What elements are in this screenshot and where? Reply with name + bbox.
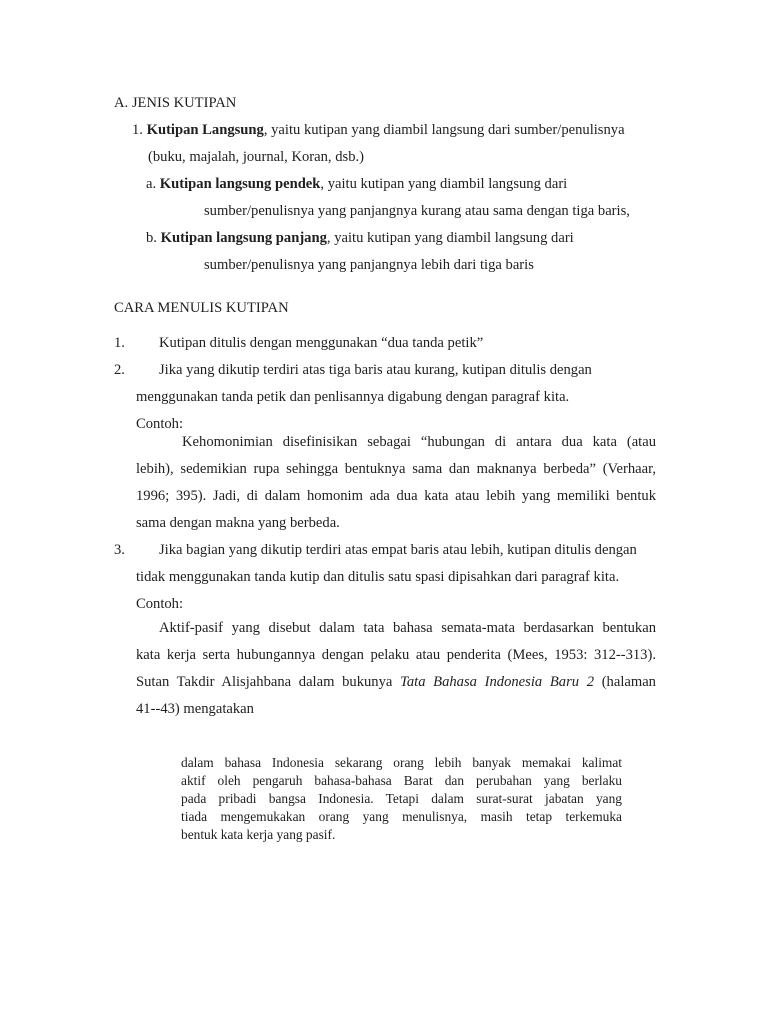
book-title: Tata Bahasa Indonesia Baru 2 — [400, 674, 595, 690]
definition-continuation: (buku, majalah, journal, Koran, dsb.) — [148, 149, 365, 165]
example-line: sama dengan makna yang berbeda. — [136, 515, 340, 531]
definition-text: , yaitu kutipan yang diambil langsung dari — [320, 176, 568, 192]
sub-item-panjang — [146, 229, 574, 247]
contoh-label: Contoh: — [136, 416, 184, 432]
sub-marker: b. — [146, 230, 157, 246]
term-kutipan-pendek: Kutipan langsung pendek — [159, 176, 321, 192]
example-line: Aktif-pasif yang disebut dalam tata bahasa semata-mata berdasarkan bentukan — [159, 620, 656, 636]
definition-continuation: sumber/penulisnya yang panjangnya kurang atau sama dengan tiga baris, — [204, 203, 630, 219]
term-kutipan-langsung: Kutipan Langsung — [146, 122, 264, 138]
definition-text: , yaitu kutipan yang diambil langsung dari — [326, 230, 574, 246]
block-quote-line: aktif oleh pengaruh bahasa-bahasa Barat dan perubahan yang berlaku — [181, 773, 622, 788]
block-quote-line: tiada mengemukakan orang yang menulisnya, masih tetap terkemuka — [181, 809, 622, 824]
example-line: kata kerja serta hubungannya dengan pelaku atau penderita (Mees, 1953: 312--313). — [136, 647, 656, 663]
example-line: 41--43) mengatakan — [136, 701, 254, 717]
block-quote-line: bentuk kata kerja yang pasif. — [181, 827, 336, 842]
definition-continuation: sumber/penulisnya yang panjangnya lebih dari tiga baris — [204, 257, 534, 273]
list-number: 3. — [114, 542, 125, 558]
example-text: (halaman — [594, 674, 656, 690]
sub-marker: a. — [146, 176, 157, 192]
list-number: 2. — [114, 362, 125, 378]
list-item-text: Jika yang dikutip terdiri atas tiga baris atau kurang, kutipan ditulis dengan — [159, 362, 592, 378]
list-item-text: tidak menggunakan tanda kutip dan ditulis satu spasi dipisahkan dari paragraf kita. — [136, 569, 620, 585]
example-line: 1996; 395). Jadi, di dalam homonim ada dua kata atau lebih yang memiliki bentuk — [136, 488, 656, 504]
list-item-text: Jika bagian yang dikutip terdiri atas empat baris atau lebih, kutipan ditulis dengan — [159, 542, 637, 558]
list-number: 1. — [132, 122, 143, 138]
example-line: lebih), sedemikian rupa sehingga bentuknya sama dan maknanya berbeda” (Verhaar, — [136, 461, 656, 477]
block-quote-line: dalam bahasa Indonesia sekarang orang lebih banyak memakai kalimat — [181, 755, 622, 770]
list-item-text: menggunakan tanda petik dan penlisannya digabung dengan paragraf kita. — [136, 389, 570, 405]
list-item-text: Kutipan ditulis dengan menggunakan “dua tanda petik” — [159, 335, 484, 351]
section-cara-heading: CARA MENULIS KUTIPAN — [114, 300, 289, 316]
example-text: Sutan Takdir Alisjahbana dalam bukunya — [136, 674, 401, 690]
section-a-heading: A. JENIS KUTIPAN — [114, 95, 237, 111]
definition-text: , yaitu kutipan yang diambil langsung dari sumber/penulisnya — [263, 122, 625, 138]
contoh-label: Contoh: — [136, 596, 184, 612]
sub-item-pendek — [146, 175, 567, 193]
example-line-with-title — [136, 673, 656, 691]
list-number: 1. — [114, 335, 125, 351]
example-line: Kehomonimian disefinisikan sebagai “hubungan di antara dua kata (atau — [182, 434, 656, 450]
list-item-kutipan-langsung — [132, 121, 625, 139]
term-kutipan-panjang: Kutipan langsung panjang — [160, 230, 327, 246]
block-quote-line: pada pribadi bangsa Indonesia. Tetapi dalam surat-surat jabatan yang — [181, 791, 622, 806]
